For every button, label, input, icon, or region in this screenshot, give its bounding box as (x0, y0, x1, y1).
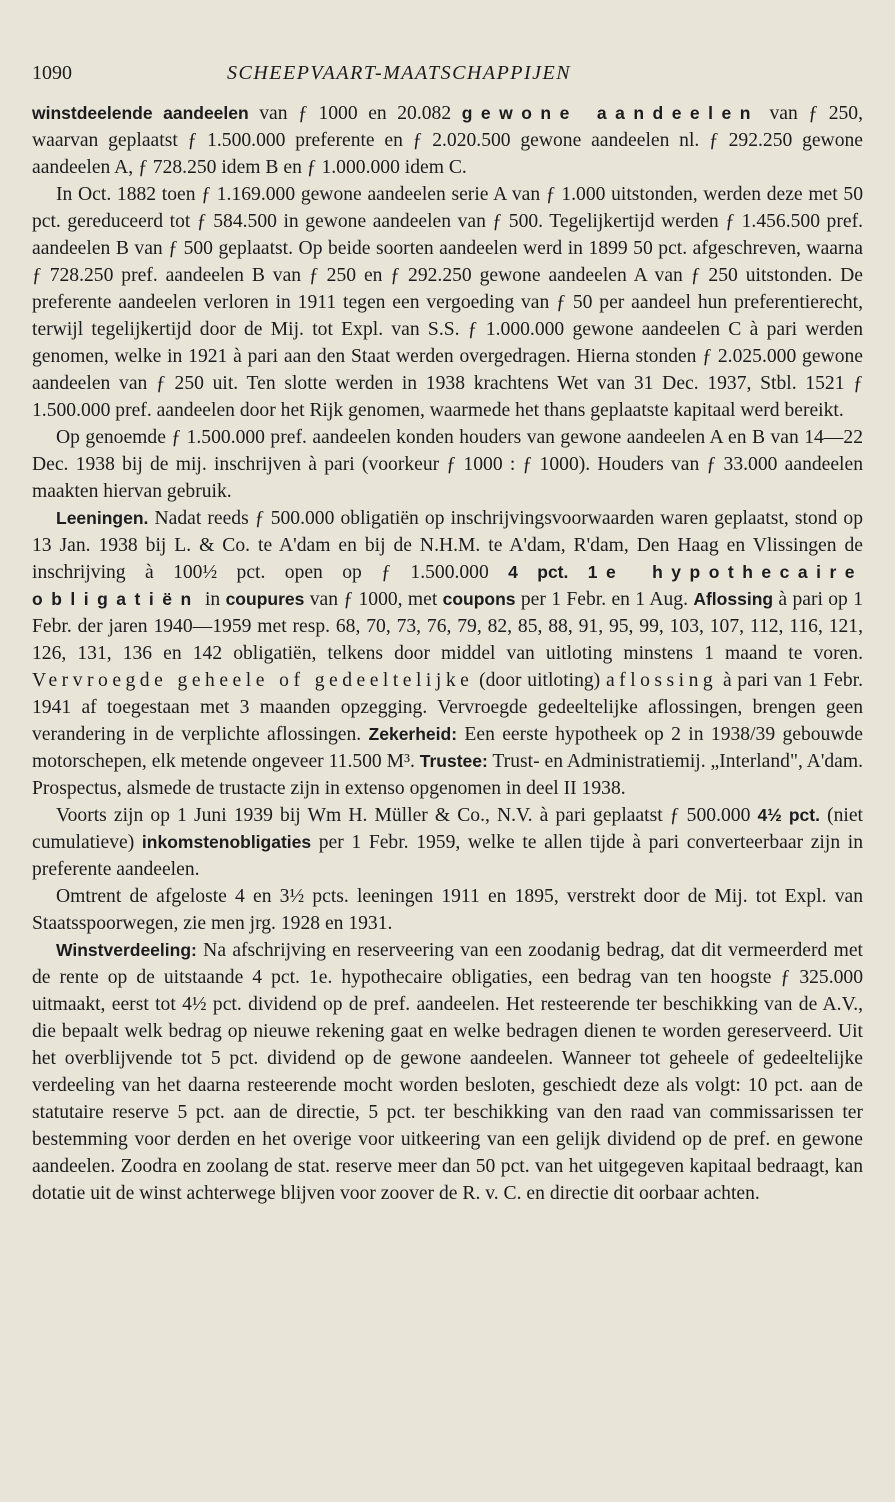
text-run (568, 562, 587, 583)
text-run: (niet cumulatieve) (32, 805, 863, 853)
text-run: à pari op 1 Febr. der jaren 1940—1959 met resp. 68, 70, 73, 76, 79, 82, 85, 88, 91, 95, 99, 103, 107, 112, 116, 121, 126, 131, 136 en 142 obligatiën, telkens door middel van uitloting minstens 1 maand te voren. (32, 589, 863, 664)
page-header (32, 62, 863, 92)
text-run: Voorts zijn op 1 Juni 1939 bij Wm H. Müller & Co., N.V. à pari geplaatst ƒ 500.000 (56, 805, 758, 826)
paragraph-income-bonds (32, 802, 863, 883)
spaced-term: Vervroegde geheele of gedeeltelijke (32, 670, 474, 691)
paragraph-shares-intro (32, 100, 863, 181)
bold-term: inkomstenobligaties (141, 832, 312, 852)
paragraph-capital-history: In Oct. 1882 toen ƒ 1.169.000 gewone aandeelen serie A van ƒ 1.000 uitstonden, werden deze met 50 pct. gereduceerd tot ƒ 584.500 in gewone aandeelen van ƒ 500. Tegelijkertijd werden ƒ 1.456.500 pref. aandeelen B van ƒ 500 geplaatst. Op beide soorten aandeelen werd in 1899 50 pct. afgeschreven, waarna ƒ 728.250 pref. aandeelen B van ƒ 250 en ƒ 292.250 gewone aandeelen A van ƒ 250 uitstonden. De preferente aandeelen verloren in 1911 tegen een vergoeding van ƒ 50 per aandeel hun preferentierecht, terwijl tegelijkertijd door de Mij. tot Expl. van S.S. ƒ 1.000.000 gewone aandeelen C à pari werden genomen, welke in 1921 à pari aan den Staat werden overgedragen. Hierna stonden ƒ 2.025.000 gewone aandeelen van ƒ 250 uit. Ten slotte werden in 1938 krachtens Wet van 31 Dec. 1937, Stbl. 1521 ƒ 1.500.000 pref. aandeelen door het Rijk genomen, waarmede het thans geplaatste kapitaal werd bereikt. (32, 184, 863, 421)
paragraph-subscription: Op genoemde ƒ 1.500.000 pref. aandeelen konden houders van gewone aandeelen A en B van 14—22 Dec. 1938 bij de mij. inschrijven à pari (voorkeur ƒ 1000 : ƒ 1000). Houders van ƒ 33.000 aandeelen maakten hiervan gebruik. (32, 427, 863, 502)
bold-term: coupures (225, 589, 305, 609)
bold-term: Aflossing (693, 589, 774, 609)
paragraph-leeningen (32, 505, 863, 802)
bold-term: winstdeelende aandeelen (32, 103, 249, 123)
text-run: (door uitloting) (473, 670, 606, 691)
text-run: van ƒ 1000, met (304, 589, 443, 610)
running-title: SCHEEPVAART-MAATSCHAPPIJEN (227, 62, 572, 84)
spaced-term: aflossing (605, 670, 718, 691)
text-run: Trust- en Administratiemij. „Interland", A'dam. Prospectus, alsmede de trustacte zijn in extenso opgenomen in deel II 1938. (32, 751, 863, 799)
section-heading-winstverdeeling: Winstverdeeling: (56, 940, 197, 960)
text-run: van ƒ 1000 en 20.082 (248, 103, 462, 124)
page-number: 1090 (32, 62, 72, 84)
bold-term: 4½ pct. (757, 805, 820, 825)
bold-term: 4 pct. (508, 562, 569, 582)
spaced-bold-term: gewone aandeelen (461, 103, 759, 123)
text-run: per 1 Febr. 1959, welke te allen tijde à pari converteerbaar zijn in preferente aandeelen. (32, 832, 863, 880)
text-run: Een eerste hypotheek op 2 in 1938/39 gebouwde motorschepen, elk metende ongeveer 11.500 M³. (32, 724, 863, 772)
text-run: Nadat reeds ƒ 500.000 obligatiën op inschrijvingsvoorwaarden waren geplaatst, stond op 13 Jan. 1938 bij L. & Co. te A'dam en bij de N.H.M. te A'dam, R'dam, Den Haag en Vlissingen de inschrijving à 100½ pct. open op ƒ 1.500.000 (32, 508, 863, 583)
bold-term: Zekerheid: (368, 724, 458, 744)
text-run: à pari van 1 Febr. 1941 af toegestaan met 3 maanden opzegging. Vervroegde gedeeltelijke aflossingen, brengen geen verandering in de verplichte aflossingen. (32, 670, 863, 745)
section-heading-leeningen: Leeningen. (56, 508, 149, 528)
paragraph-redeemed-loans: Omtrent de afgeloste 4 en 3½ pcts. leeningen 1911 en 1895, verstrekt door de Mij. tot Expl. van Staatsspoorwegen, zie men jrg. 1928 en 1931. (32, 886, 863, 934)
text-run: per 1 Febr. en 1 Aug. (515, 589, 694, 610)
text-run: van ƒ 250, waarvan geplaatst ƒ 1.500.000 preferente en ƒ 2.020.500 gewone aandeelen nl. ƒ 292.250 gewone aandeelen A, ƒ 728.250 idem B en ƒ 1.000.000 idem C. (32, 103, 863, 178)
bold-term: Trustee: (419, 751, 488, 771)
bold-term: coupons (442, 589, 516, 609)
body-text (32, 100, 863, 1207)
spaced-bold-term: 1e hypothecaire obligatiën (32, 562, 864, 609)
text-run: Na afschrijving en reserveering van een zoodanig bedrag, dat dit vermeerderd met de rente op de uitstaande 4 pct. 1e. hypothecaire obligaties, een bedrag van ten hoogste ƒ 325.000 uitmaakt, eerst tot 4½ pct. dividend op de pref. aandeelen. Het resteerende ter beschikking van de A.V., die bepaalt welk bedrag op nieuwe rekening gaat en welke bedragen dienen te worden gereserveerd. Uit het overblijvende tot 5 pct. dividend op de gewone aandeelen. Wanneer tot geheele of gedeeltelijke verdeeling van het daarna resteerende mocht worden besloten, geschiedt deze als volgt: 10 pct. aan de statutaire reserve 5 pct. aan de directie, 5 pct. ter beschikking van den raad van commissarissen ter bestemming voor derden en het overige voor uitkeering van een gelijk dividend op de pref. en gewone aandeelen. Zoodra en zoolang de stat. reserve meer dan 50 pct. van het uitgegeven kapitaal bedraagt, kan dotatie uit de winst achterwege blijven voor zoover de R. v. C. en directie dit oorbaar achten. (32, 940, 863, 1204)
text-run: in (199, 589, 226, 610)
paragraph-winstverdeeling (32, 937, 863, 1207)
